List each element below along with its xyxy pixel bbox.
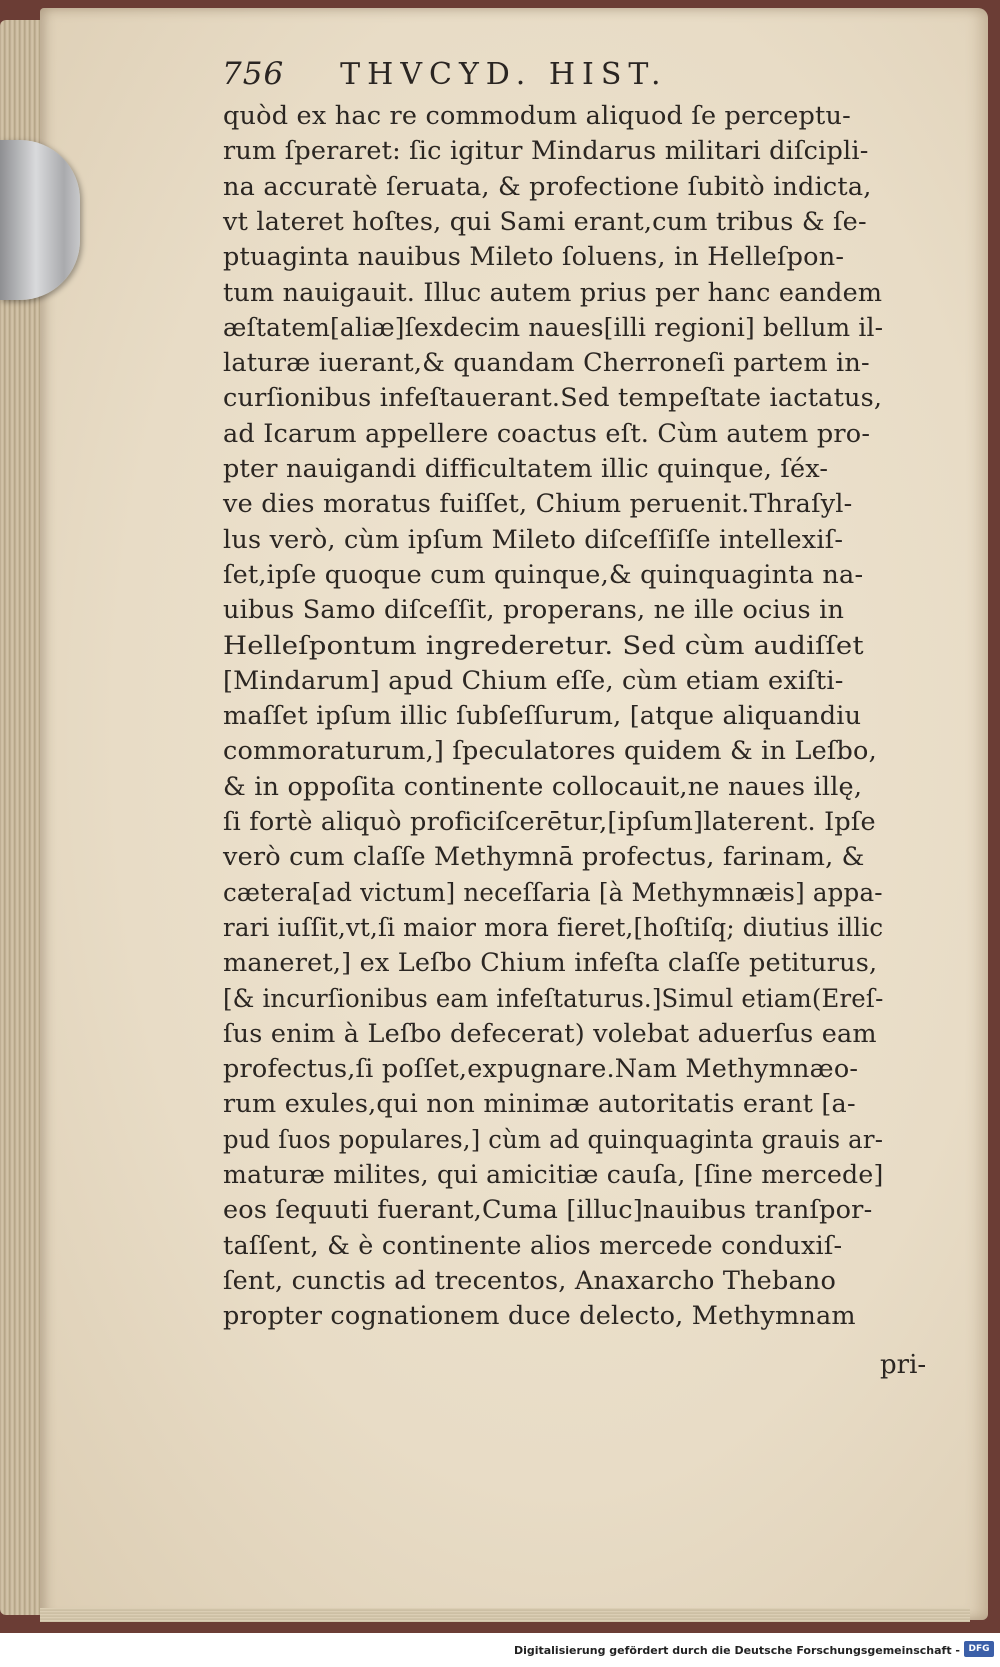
text-line: ſet,ipſe quoque cum quinque,& quinquaginta na-	[223, 559, 864, 590]
page-clip	[0, 140, 80, 300]
text-line: eos ſequuti fuerant,Cuma [illuc]nauibus tranſpor-	[223, 1195, 873, 1226]
text-line: rum exules,qui non minimæ autoritatis erant [a-	[223, 1089, 856, 1120]
book-bottom-edge	[40, 1608, 970, 1622]
text-line: ſent, cunctis ad trecentos, Anaxarcho Thebano	[223, 1265, 837, 1296]
text-line: ve dies moratus fuiſſet, Chium peruenit.Thraſyl-	[223, 489, 853, 520]
text-line: maturæ milites, qui amicitiæ cauſa, [ſine mercede]	[223, 1160, 884, 1190]
text-line: pter nauigandi difficultatem illic quinque, ſéx-	[223, 454, 829, 484]
text-line: pud ſuos populares,] cùm ad quinquaginta grauis ar-	[223, 1124, 884, 1155]
text-line: cætera[ad victum] neceſſaria [à Methymnæis] appa-	[223, 877, 883, 908]
text-line: rari iuſſit,vt,ſi maior mora fieret,[hoſtiſq; diutius illic	[223, 912, 884, 943]
text-line: [& incurſionibus eam infeſtaturus.]Simul etiam(Ereſ-	[223, 983, 884, 1014]
text-line: curſionibus infeſtauerant.Sed tempeſtate iactatus,	[223, 383, 883, 414]
text-line: laturæ iuerant,& quandam Cherroneſi partem in-	[223, 348, 870, 379]
page-title: THVCYD. HIST.	[340, 57, 668, 92]
text-line: maſſet ipſum illic ſubſeſſurum, [atque aliquandiu	[223, 701, 862, 732]
footer-text: Digitalisierung gefördert durch die Deutsche Forschungsgemeinschaft -	[513, 1644, 960, 1657]
text-line: Helleſpontum ingrederetur. Sed cùm audiſſet	[223, 630, 864, 661]
text-line: commoraturum,] ſpeculatores quidem & in Leſbo,	[223, 736, 877, 767]
text-line: & in oppoſita continente collocauit,ne naues illę,	[223, 771, 863, 802]
text-line: quòd ex hac re commodum aliquod ſe perceptu-	[223, 101, 851, 131]
page-number: 756	[222, 56, 285, 92]
text-line: uibus Samo diſceſſit, properans, ne ille ocius in	[223, 595, 845, 626]
text-line: tum nauigauit. Illuc autem prius per hanc eandem	[223, 277, 883, 308]
text-line: rum ſperaret: ſic igitur Mindarus militari diſcipli-	[223, 136, 869, 167]
text-block	[223, 100, 963, 1400]
text-line: ſi fortè aliquò proficiſcerētur,[ipſum]laterent. Ipſe	[223, 807, 876, 837]
text-line: [Mindarum] apud Chium eſſe, cùm etiam exiſti-	[223, 665, 844, 696]
text-line: profectus,ſi poſſet,expugnare.Nam Methymnæo-	[223, 1054, 859, 1085]
text-line: verò cum claſſe Methymnā profectus, farinam, &	[223, 842, 865, 873]
text-line: propter cognationem duce delecto, Methymnam	[223, 1301, 856, 1332]
text-line: ad Icarum appellere coactus eſt. Cùm autem pro-	[223, 418, 871, 449]
text-line: na accuratè ſeruata, & profectione ſubitò indicta,	[223, 171, 872, 202]
text-line: taſſent, & è continente alios mercede conduxiſ-	[223, 1230, 843, 1261]
catchword: pri-	[880, 1350, 927, 1380]
text-line: lus verò, cùm ipſum Mileto diſceſſiſſe intellexiſ-	[223, 524, 844, 555]
dfg-logo: DFG	[964, 1641, 994, 1657]
text-line: ptuaginta nauibus Mileto ſoluens, in Helleſpon-	[223, 242, 845, 273]
text-line: ſus enim à Leſbo defecerat) volebat aduerſus eam	[223, 1018, 877, 1049]
text-line: maneret,] ex Leſbo Chium infeſta claſſe petiturus,	[223, 948, 878, 979]
running-head	[222, 56, 962, 100]
text-line: vt lateret hoſtes, qui Sami erant,cum tribus & ſe-	[223, 206, 867, 237]
text-line: æſtatem[aliæ]ſexdecim naues[illi regioni] bellum il-	[223, 312, 884, 343]
